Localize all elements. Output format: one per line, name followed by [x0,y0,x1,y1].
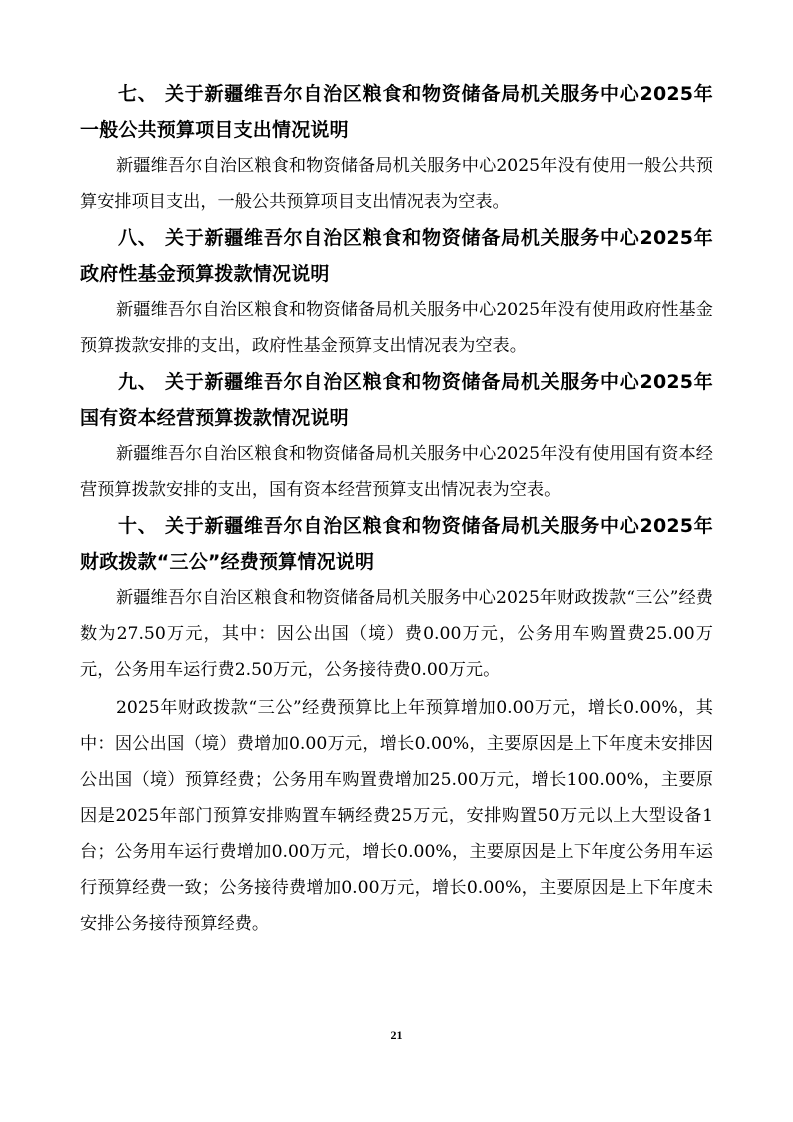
section-paragraph: 新疆维吾尔自治区粮食和物资储备局机关服务中心2025年财政拨款“三公”经费数为27.50万元，其中：因公出国（境）费0.00万元，公务用车购置费25.00万元，公务用车运行费2.50万元，公务接待费0.00万元。 [80,588,713,680]
section-paragraph: 新疆维吾尔自治区粮食和物资储备局机关服务中心2025年没有使用国有资本经营预算拨款安排的支出，国有资本经营预算支出情况表为空表。 [80,444,713,500]
section-paragraph: 新疆维吾尔自治区粮食和物资储备局机关服务中心2025年没有使用一般公共预算安排项目支出，一般公共预算项目支出情况表为空表。 [80,156,713,212]
section-heading: 九、 关于新疆维吾尔自治区粮食和物资储备局机关服务中心2025年国有资本经营预算拨款情况说明 [80,371,713,429]
section-heading: 八、 关于新疆维吾尔自治区粮食和物资储备局机关服务中心2025年政府性基金预算拨款情况说明 [80,227,713,285]
section-paragraph: 新疆维吾尔自治区粮食和物资储备局机关服务中心2025年没有使用政府性基金预算拨款安排的支出，政府性基金预算支出情况表为空表。 [80,300,713,356]
page-number: 21 [390,1028,403,1042]
section-10 [80,508,713,942]
section-paragraph: 2025年财政拨款“三公”经费预算比上年预算增加0.00万元，增长0.00%，其中：因公出国（境）费增加0.00万元，增长0.00%，主要原因是上下年度未安排因公出国（境）预算经费；公务用车购置费增加25.00万元，增长100.00%，主要原因是2025年部门预算安排购置车辆经费25万元，安排购置50万元以上大型设备1台；公务用车运行费增加0.00万元，增长0.00%，主要原因是上下年度公务用车运行预算经费一致；公务接待费增加0.00万元，增长0.00%，主要原因是上下年度未安排公务接待预算经费。 [80,698,713,934]
section-heading: 十、 关于新疆维吾尔自治区粮食和物资储备局机关服务中心2025年财政拨款“三公”经费预算情况说明 [80,515,713,573]
section-7 [80,76,713,220]
section-9 [80,364,713,508]
section-heading: 七、 关于新疆维吾尔自治区粮食和物资储备局机关服务中心2025年一般公共预算项目支出情况说明 [80,83,713,141]
section-8 [80,220,713,364]
document-page [80,76,713,942]
